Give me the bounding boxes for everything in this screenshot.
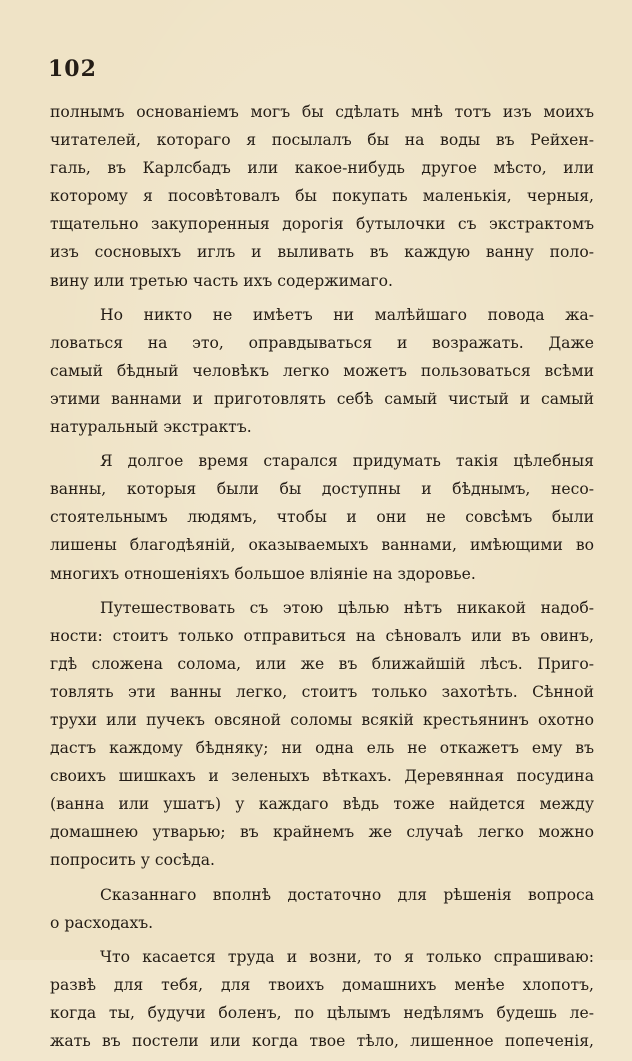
text-line: которому я посовѣтовалъ бы покупать маленькія, черныя, <box>50 187 594 206</box>
paragraph <box>50 881 594 937</box>
text-line: дастъ каждому бѣдняку; ни одна ель не откажетъ ему въ <box>50 739 594 758</box>
text-line: тщательно закупоренныя дорогія бутылочки съ экстрактомъ <box>50 215 594 234</box>
text-line: (ванна или ушатъ) у каждаго вѣдь тоже найдется между <box>50 795 594 814</box>
text-line: вину или третью часть ихъ содержимаго. <box>50 271 393 290</box>
text-line: стоятельнымъ людямъ, чтобы и они не совсѣмъ были <box>50 508 594 527</box>
text-line: многихъ отношеніяхъ большое вліяніе на здоровье. <box>50 564 476 583</box>
text-line: Путешествовать съ этою цѣлью нѣтъ никакой надоб- <box>100 598 594 617</box>
text-line: полнымъ основаніемъ могъ бы сдѣлать мнѣ тотъ изъ моихъ <box>50 103 594 121</box>
text-line: домашнею утварью; въ крайнемъ же случаѣ легко можно <box>50 823 594 842</box>
text-line: Что касается труда и возни, то я только спрашиваю: <box>100 947 594 966</box>
text-line: самый бѣдный человѣкъ легко можетъ пользоваться всѣми <box>50 361 594 380</box>
text-line: трухи или пучекъ овсяной соломы всякій крестьянинъ охотно <box>50 710 594 729</box>
paragraph <box>50 594 594 875</box>
text-line: развѣ для тебя, для твоихъ домашнихъ менѣе хлопотъ, <box>50 975 594 994</box>
text-line: галь, въ Карлсбадъ или какое-нибудь другое мѣсто, или <box>50 159 594 178</box>
text-line: ванны, которыя были бы доступны и бѣднымъ, несо- <box>50 480 594 499</box>
text-line: лишены благодѣяній, оказываемыхъ ваннами, имѣющими во <box>50 536 594 555</box>
text-line: этими ваннами и приготовлять себѣ самый чистый и самый <box>50 389 594 408</box>
paragraph <box>50 447 594 587</box>
text-line: товлять эти ванны легко, стоитъ только захотѣть. Сѣнной <box>50 682 594 701</box>
text-line: читателей, котораго я посылалъ бы на воды въ Рейхен- <box>50 131 594 150</box>
text-line: жать въ постели или когда твое тѣло, лишенное попеченія, <box>50 1032 594 1050</box>
paragraph <box>50 301 594 441</box>
text-line: изъ сосновыхъ иглъ и выливать въ каждую ванну поло- <box>50 243 594 262</box>
text-line: о расходахъ. <box>50 913 154 932</box>
text-line: ловаться на это, оправдываться и возражать. Даже <box>50 333 594 352</box>
text-line: своихъ шишкахъ и зеленыхъ вѣткахъ. Деревянная посудина <box>50 767 594 786</box>
body-text <box>50 98 594 1061</box>
text-line: Сказаннаго вполнѣ достаточно для рѣшенія вопроса <box>100 885 594 904</box>
text-line: Я долгое время старался придумать такія цѣлебныя <box>100 452 594 471</box>
text-line: ности: стоитъ только отправиться на сѣновалъ или въ овинъ, <box>50 626 594 645</box>
text-line: попросить у сосѣда. <box>50 851 215 870</box>
page-number: 102 <box>48 56 97 82</box>
text-line: натуральный экстрактъ. <box>50 418 252 437</box>
text-line: когда ты, будучи боленъ, по цѣлымъ недѣлямъ будешь ле- <box>50 1003 594 1022</box>
text-line: Но никто не имѣетъ ни малѣйшаго повода жа- <box>100 305 594 324</box>
paragraph <box>50 98 594 295</box>
text-line: гдѣ сложена солома, или же въ ближайшій лѣсъ. Приго- <box>50 654 594 673</box>
